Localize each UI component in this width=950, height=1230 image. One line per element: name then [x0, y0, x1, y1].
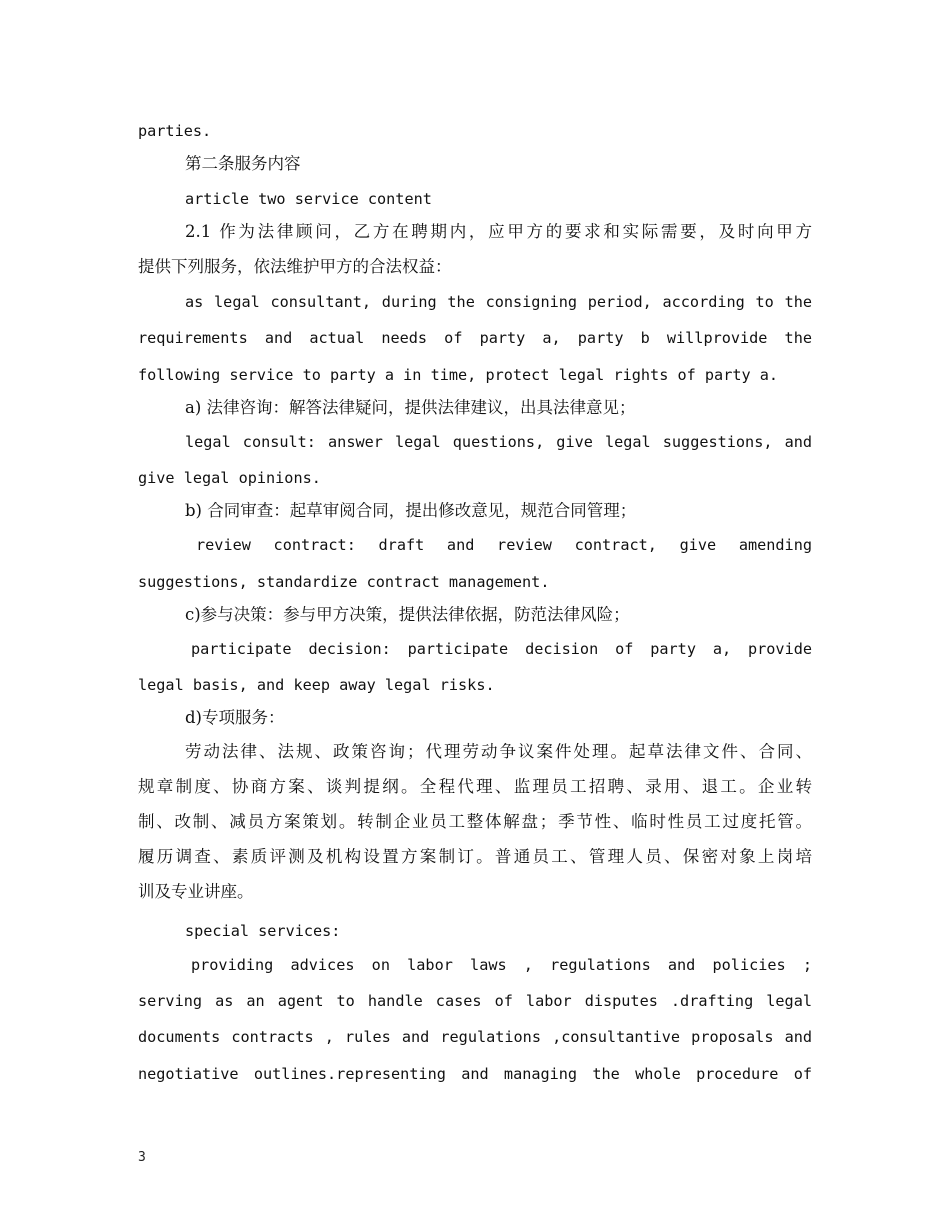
text-line: 劳动法律、法规、政策咨询；代理劳动争议案件处理。起草法律文件、合同、 — [185, 742, 812, 761]
page-number: 3 — [138, 1150, 146, 1165]
list-item-heading: c)参与决策：参与甲方决策，提供法律依据，防范法律风险； — [185, 605, 630, 624]
section-heading-english: article two service content — [185, 190, 432, 208]
text-line: parties. — [138, 122, 212, 140]
text-line: review contract: draft and review contract, give amending — [196, 536, 812, 554]
text-line: following service to party a in time, protect legal rights of party a. — [138, 366, 779, 384]
text-line: 提供下列服务，依法维护甲方的合法权益： — [138, 257, 452, 276]
text-line: documents contracts , rules and regulations ,consultantive proposals and — [138, 1028, 812, 1046]
text-line: participate decision: participate decision of party a, provide — [191, 640, 812, 658]
text-line: as legal consultant, during the consigning period, according to the — [185, 293, 812, 311]
text-line: 制、改制、减员方案策划。转制企业员工整体解盘；季节性、临时性员工过度托管。 — [138, 812, 812, 831]
text-line: suggestions, standardize contract management. — [138, 573, 550, 591]
text-line: providing advices on labor laws , regulations and policies ; — [191, 956, 812, 974]
text-line: give legal opinions. — [138, 469, 321, 487]
text-line: 训及专业讲座。 — [138, 882, 254, 901]
text-line: serving as an agent to handle cases of labor disputes .drafting legal — [138, 992, 812, 1010]
text-line: 履历调查、素质评测及机构设置方案制订。普通员工、管理人员、保密对象上岗培 — [138, 847, 812, 866]
list-item-heading: d)专项服务： — [185, 708, 285, 727]
text-line: 规章制度、协商方案、谈判提纲。全程代理、监理员工招聘、录用、退工。企业转 — [138, 777, 812, 796]
text-line: requirements and actual needs of party a, party b willprovide the — [138, 329, 812, 347]
text-line: 2.1 作为法律顾问，乙方在聘期内，应甲方的要求和实际需要，及时向甲方 — [185, 222, 812, 241]
text-line: negotiative outlines.representing and managing the whole procedure of — [138, 1065, 812, 1083]
list-item-heading: a) 法律咨询：解答法律疑问，提供法律建议，出具法律意见； — [185, 398, 636, 417]
list-item-heading: b) 合同审查：起草审阅合同，提出修改意见，规范合同管理； — [185, 501, 637, 520]
section-heading: 第二条服务内容 — [185, 154, 301, 173]
text-line: legal consult: answer legal questions, give legal suggestions, and — [185, 433, 812, 451]
text-line: special services: — [185, 922, 341, 940]
text-line: legal basis, and keep away legal risks. — [138, 676, 495, 694]
